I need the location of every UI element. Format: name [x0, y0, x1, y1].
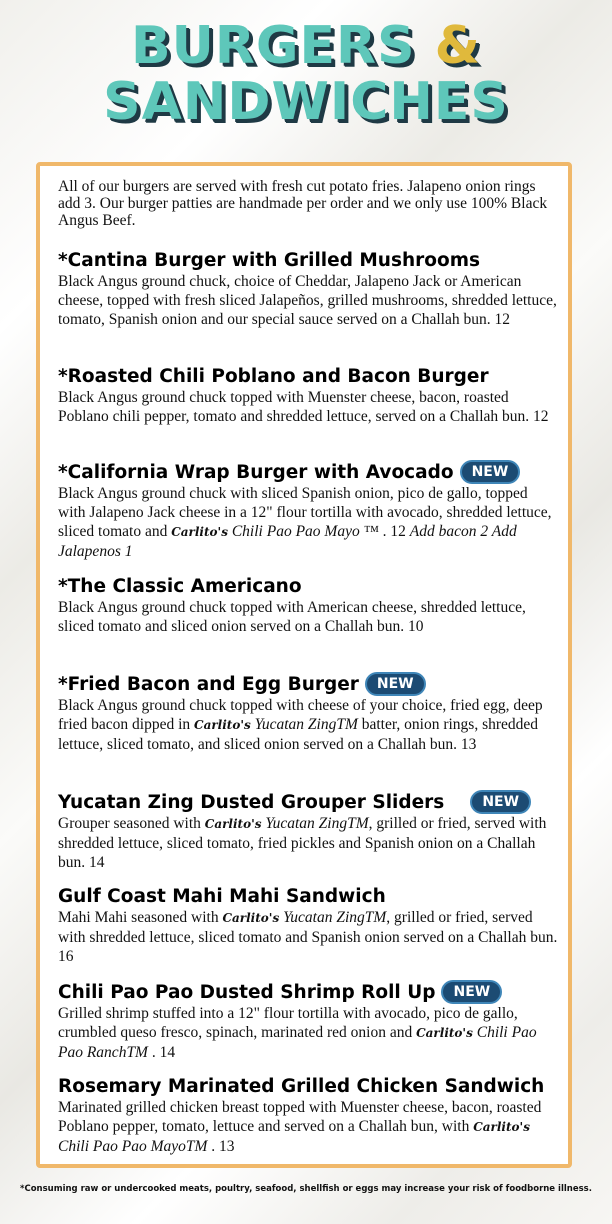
item-name: *Roasted Chili Poblano and Bacon Burger: [58, 366, 489, 387]
menu-item: [58, 250, 568, 329]
carlitos-logo: Carlito's: [222, 911, 280, 925]
product-name: Yucatan ZingTM: [265, 815, 369, 832]
item-description: Black Angus ground chuck topped with Muenster cheese, bacon, roasted Poblano chili pepper, tomato and shredded lettuce, served on a Challah bun. 12: [58, 389, 549, 425]
menu-item: [58, 886, 568, 966]
intro-text: All of our burgers are served with fresh cut potato fries. Jalapeno onion rings add 3. Our burger patties are handmade per order and we only use 100% Black Angus Beef.: [58, 178, 548, 229]
new-badge: NEW: [365, 672, 426, 696]
product-name: Chili Pao Pao RanchTM: [58, 1024, 537, 1061]
item-description: Black Angus ground chuck topped with cheese of your choice, fried egg, deep fried bacon dipped in Carlito's Yucatan ZingTM batter, onion rings, shredded lettuce, sliced tomato, and sliced onion served on a Challah bun. 13: [58, 697, 543, 753]
item-description: Mahi Mahi seasoned with Carlito's Yucatan ZingTM, grilled or fried, served with shredded lettuce, sliced tomato and Spanish onion served on a Challah bun. 16: [58, 909, 558, 965]
item-name: Chili Pao Pao Dusted Shrimp Roll Up: [58, 982, 436, 1003]
item-name-row: [58, 672, 568, 696]
item-name: *Cantina Burger with Grilled Mushrooms: [58, 250, 480, 271]
new-badge: NEW: [460, 460, 521, 484]
menu-item: [58, 576, 568, 636]
item-name-row: [58, 460, 568, 484]
carlitos-logo: Carlito's: [171, 525, 228, 539]
item-name: Yucatan Zing Dusted Grouper Sliders: [58, 792, 445, 813]
carlitos-logo: Carlito's: [194, 718, 251, 732]
item-description: Black Angus ground chuck, choice of Cheddar, Jalapeno Jack or American cheese, topped with fresh sliced Jalapeños, grilled mushrooms, shredded lettuce, tomato, Spanish onion and our special sauce served on a Challah bun. 12: [58, 273, 557, 328]
item-name: *California Wrap Burger with Avocado: [58, 462, 454, 483]
title-burgers: BURGERS: [130, 16, 416, 76]
new-badge: NEW: [441, 980, 502, 1004]
title-line-1: [0, 18, 612, 74]
menu-item: [58, 460, 568, 561]
item-description: Grilled shrimp stuffed into a 12" flour tortilla with avocado, pico de gallo, crumbled queso fresco, spinach, marinated red onion and Carlito's Chili Pao Pao RanchTM . 14: [58, 1005, 537, 1061]
item-name: *The Classic Americano: [58, 576, 302, 597]
item-name: Gulf Coast Mahi Mahi Sandwich: [58, 886, 386, 907]
item-description: Grouper seasoned with Carlito's Yucatan ZingTM, grilled or fried, served with shredded lettuce, sliced tomato, fried pickles and Spanish onion on a Challah bun. 14: [58, 815, 547, 871]
page-title: [0, 18, 612, 130]
item-name-row: [58, 980, 568, 1004]
product-name: Yucatan ZingTM: [254, 716, 358, 733]
item-description: Marinated grilled chicken breast topped with Muenster cheese, bacon, roasted Poblano pepper, tomato, lettuce and served on a Challah bun, with Carlito's Chili Pao Pao MayoTM . 13: [58, 1099, 542, 1155]
add-ons: Add bacon 2 Add Jalapenos 1: [58, 523, 517, 560]
menu-item: [58, 366, 568, 426]
product-name: Chili Pao Pao Mayo ™: [231, 523, 379, 540]
menu-item: [58, 1076, 568, 1156]
new-badge: NEW: [470, 790, 531, 814]
menu-panel: [36, 162, 572, 1168]
product-name: Yucatan ZingTM: [283, 909, 387, 926]
item-description: Black Angus ground chuck topped with American cheese, shredded lettuce, sliced tomato and sliced onion served on a Challah bun. 10: [58, 599, 526, 635]
title-ampersand: &: [434, 16, 482, 76]
carlitos-logo: Carlito's: [473, 1120, 530, 1134]
carlitos-logo: Carlito's: [204, 817, 262, 831]
menu-item: [58, 790, 568, 872]
product-name: Chili Pao Pao MayoTM: [58, 1138, 208, 1155]
item-name: *Fried Bacon and Egg Burger: [58, 674, 359, 695]
title-line-2: SANDWICHES: [103, 72, 509, 132]
item-description: Black Angus ground chuck with sliced Spanish onion, pico de gallo, topped with Jalapeno Jack cheese in a 12" flour tortilla with avocado, shredded lettuce, sliced tomato and Carlito's Chili Pao Pao Mayo ™ . 12 Add bacon 2 Add Jalapenos 1: [58, 485, 552, 560]
carlitos-logo: Carlito's: [416, 1026, 473, 1040]
item-name: Rosemary Marinated Grilled Chicken Sandwich: [58, 1076, 545, 1097]
menu-item: [58, 672, 568, 754]
item-name-row: [58, 790, 568, 814]
menu-item: [58, 980, 568, 1062]
footnote: *Consuming raw or undercooked meats, poultry, seafood, shellfish or eggs may increase your risk of foodborne illness.: [20, 1184, 592, 1194]
